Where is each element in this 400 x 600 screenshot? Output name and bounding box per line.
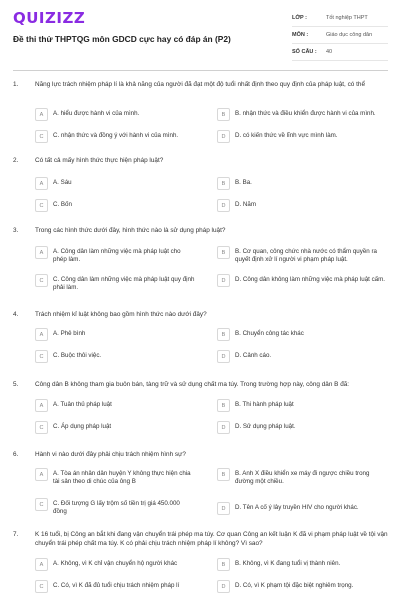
question-text: Trong các hình thức dưới đây, hình thức nào là sử dụng pháp luật? <box>35 227 226 234</box>
option-a[interactable] <box>35 399 195 412</box>
option-letter-box: C <box>35 580 48 593</box>
option-a[interactable] <box>35 328 195 341</box>
option-a[interactable] <box>35 177 195 190</box>
option-text: D. Sử dụng pháp luật. <box>235 423 296 430</box>
option-b[interactable] <box>217 558 389 571</box>
meta-key: MÔN : <box>292 32 309 38</box>
question-text: Hành vi nào dưới đây phải chịu trách nhiệm hình sự? <box>35 451 186 458</box>
option-text: B. Cơ quan, công chức nhà nước có thẩm quyền ra quyết định xử lí người vi phạm pháp luật. <box>235 248 377 263</box>
option-text: B. Chuyển công tác khác <box>235 330 304 337</box>
meta-key: SỐ CÂU : <box>292 49 317 55</box>
option-letter-box: D <box>217 421 230 434</box>
option-letter-box: C <box>35 274 48 287</box>
option-letter-box: C <box>35 199 48 212</box>
option-text: B. nhận thức và điều khiển được hành vi của mình. <box>235 110 376 117</box>
option-text: D. Tên A cố ý lây truyền HIV cho người khác. <box>235 504 359 511</box>
option-d[interactable] <box>217 580 389 593</box>
question-number: 2. <box>13 157 19 164</box>
meta-row-subject <box>292 27 388 44</box>
option-d[interactable] <box>217 350 389 363</box>
option-b[interactable] <box>217 108 389 121</box>
option-b[interactable] <box>217 328 389 341</box>
option-text: D. Có, vì K phạm tội đặc biệt nghiêm trọng. <box>235 582 354 589</box>
option-letter-box: C <box>35 498 48 511</box>
option-d[interactable] <box>217 502 389 515</box>
option-text: B. Ba. <box>235 179 252 186</box>
option-c[interactable] <box>35 274 195 292</box>
option-text: C. Công dân làm những việc mà pháp luật quy định phải làm. <box>53 276 195 291</box>
question-2 <box>13 156 388 218</box>
document-title: Đề thi thử THPTQG môn GDCD cực hay có đáp án (P2) <box>13 34 231 44</box>
option-text: D. có kiến thức về lĩnh vực mình làm. <box>235 132 338 139</box>
option-letter-box: B <box>217 399 230 412</box>
option-text: C. Bốn <box>53 201 72 208</box>
option-letter-box: A <box>35 177 48 190</box>
option-text: A. Sáu <box>53 179 72 186</box>
question-text: Có tất cả mấy hình thức thực hiện pháp luật? <box>35 157 164 164</box>
option-letter-box: B <box>217 468 230 481</box>
option-text: D. Cảnh cáo. <box>235 352 272 359</box>
option-text: C. Có, vì K đã đủ tuổi chịu trách nhiệm pháp lí <box>53 582 180 589</box>
question-number: 1. <box>13 81 19 88</box>
option-c[interactable] <box>35 199 195 212</box>
option-letter-box: A <box>35 468 48 481</box>
option-letter-box: C <box>35 130 48 143</box>
option-c[interactable] <box>35 580 195 593</box>
option-letter-box: A <box>35 108 48 121</box>
option-letter-box: D <box>217 199 230 212</box>
option-a[interactable] <box>35 558 195 571</box>
option-c[interactable] <box>35 130 195 143</box>
option-text: D. Năm <box>235 201 256 208</box>
option-text: A. Công dân làm những việc mà pháp luật cho phép làm. <box>53 248 181 263</box>
option-letter-box: D <box>217 350 230 363</box>
option-text: B. Thi hành pháp luật <box>235 401 294 408</box>
option-letter-box: A <box>35 558 48 571</box>
option-text: A. Tuân thủ pháp luật <box>53 401 112 408</box>
meta-value: 40 <box>326 49 333 55</box>
option-text: B. Anh X điều khiển xe máy đi ngược chiều trong đường một chiều. <box>235 470 370 485</box>
option-d[interactable] <box>217 199 389 212</box>
option-text: C. Áp dụng pháp luật <box>53 423 112 430</box>
header-divider <box>13 70 388 71</box>
question-6 <box>13 450 388 526</box>
option-letter-box: B <box>217 108 230 121</box>
option-letter-box: B <box>217 328 230 341</box>
option-text: A. Tòa án nhân dân huyện Y không thực hiện chia tài sản theo di chúc của ông B <box>53 470 191 485</box>
option-c[interactable] <box>35 350 195 363</box>
meta-key: LỚP : <box>292 15 307 21</box>
question-number: 5. <box>13 381 19 388</box>
question-text: K 16 tuổi, bị Công an bắt khi đang vận chuyển trái phép ma túy. Cơ quan Công an kết luận K đã vi phạm pháp luật về tội vận chuyển trái phép chất ma túy. K có phải chịu trách nhiệm pháp lí không? Vì sao? <box>35 531 388 547</box>
option-text: C. Buộc thôi việc. <box>53 352 102 359</box>
question-3 <box>13 226 388 302</box>
question-number: 4. <box>13 311 19 318</box>
meta-row-question-count <box>292 44 388 61</box>
question-text: Công dân B không tham gia buôn bán, tàng trữ và sử dụng chất ma túy. Trong trường hợp này, công dân B đã: <box>35 381 350 388</box>
document-meta-table <box>292 10 388 61</box>
meta-value: Giáo dục công dân <box>326 32 373 38</box>
option-text: C. Đối tượng G lấy trộm số tiền trị giá 450.000 đồng <box>53 500 180 515</box>
question-text: Năng lực trách nhiệm pháp lí là khả năng của người đã đạt một độ tuổi nhất định theo quy định của pháp luật, có thể <box>35 81 366 88</box>
option-text: B. Không, vì K đang tuổi vị thành niên. <box>235 560 341 567</box>
option-letter-box: C <box>35 421 48 434</box>
option-d[interactable] <box>217 274 389 287</box>
option-letter-box: B <box>217 558 230 571</box>
option-d[interactable] <box>217 421 389 434</box>
option-letter-box: A <box>35 328 48 341</box>
question-text: Trách nhiệm kỉ luật không bao gồm hình thức nào dưới đây? <box>35 311 207 318</box>
option-letter-box: D <box>217 580 230 593</box>
page-header <box>0 0 400 70</box>
option-b[interactable] <box>217 246 389 264</box>
option-a[interactable] <box>35 468 195 486</box>
question-number: 7. <box>13 531 19 538</box>
option-text: A. hiểu được hành vi của mình. <box>53 110 140 117</box>
option-text: A. Phê bình <box>53 330 86 337</box>
option-text: D. Công dân không làm những việc mà pháp luật cấm. <box>235 276 385 283</box>
option-letter-box: D <box>217 274 230 287</box>
option-letter-box: D <box>217 130 230 143</box>
option-d[interactable] <box>217 130 389 143</box>
option-letter-box: C <box>35 350 48 363</box>
option-letter-box: A <box>35 399 48 412</box>
option-letter-box: D <box>217 502 230 515</box>
option-a[interactable] <box>35 246 195 264</box>
quizizz-logo: QUIZIZZ <box>13 9 86 27</box>
option-b[interactable] <box>217 468 389 486</box>
option-letter-box: B <box>217 177 230 190</box>
question-number: 3. <box>13 227 19 234</box>
meta-row-class <box>292 10 388 27</box>
option-letter-box: B <box>217 246 230 259</box>
question-1 <box>13 80 388 150</box>
option-a[interactable] <box>35 108 195 121</box>
question-4 <box>13 310 388 372</box>
question-5 <box>13 380 388 442</box>
option-text: C. nhận thức và đồng ý với hành vi của mình. <box>53 132 179 139</box>
option-b[interactable] <box>217 399 389 412</box>
option-text: A. Không, vì K chỉ vận chuyển hộ người khác <box>53 560 178 567</box>
option-c[interactable] <box>35 498 195 516</box>
option-b[interactable] <box>217 177 389 190</box>
question-number: 6. <box>13 451 19 458</box>
question-7 <box>13 530 388 600</box>
meta-value: Tốt nghiệp THPT <box>326 15 368 21</box>
option-letter-box: A <box>35 246 48 259</box>
option-c[interactable] <box>35 421 195 434</box>
